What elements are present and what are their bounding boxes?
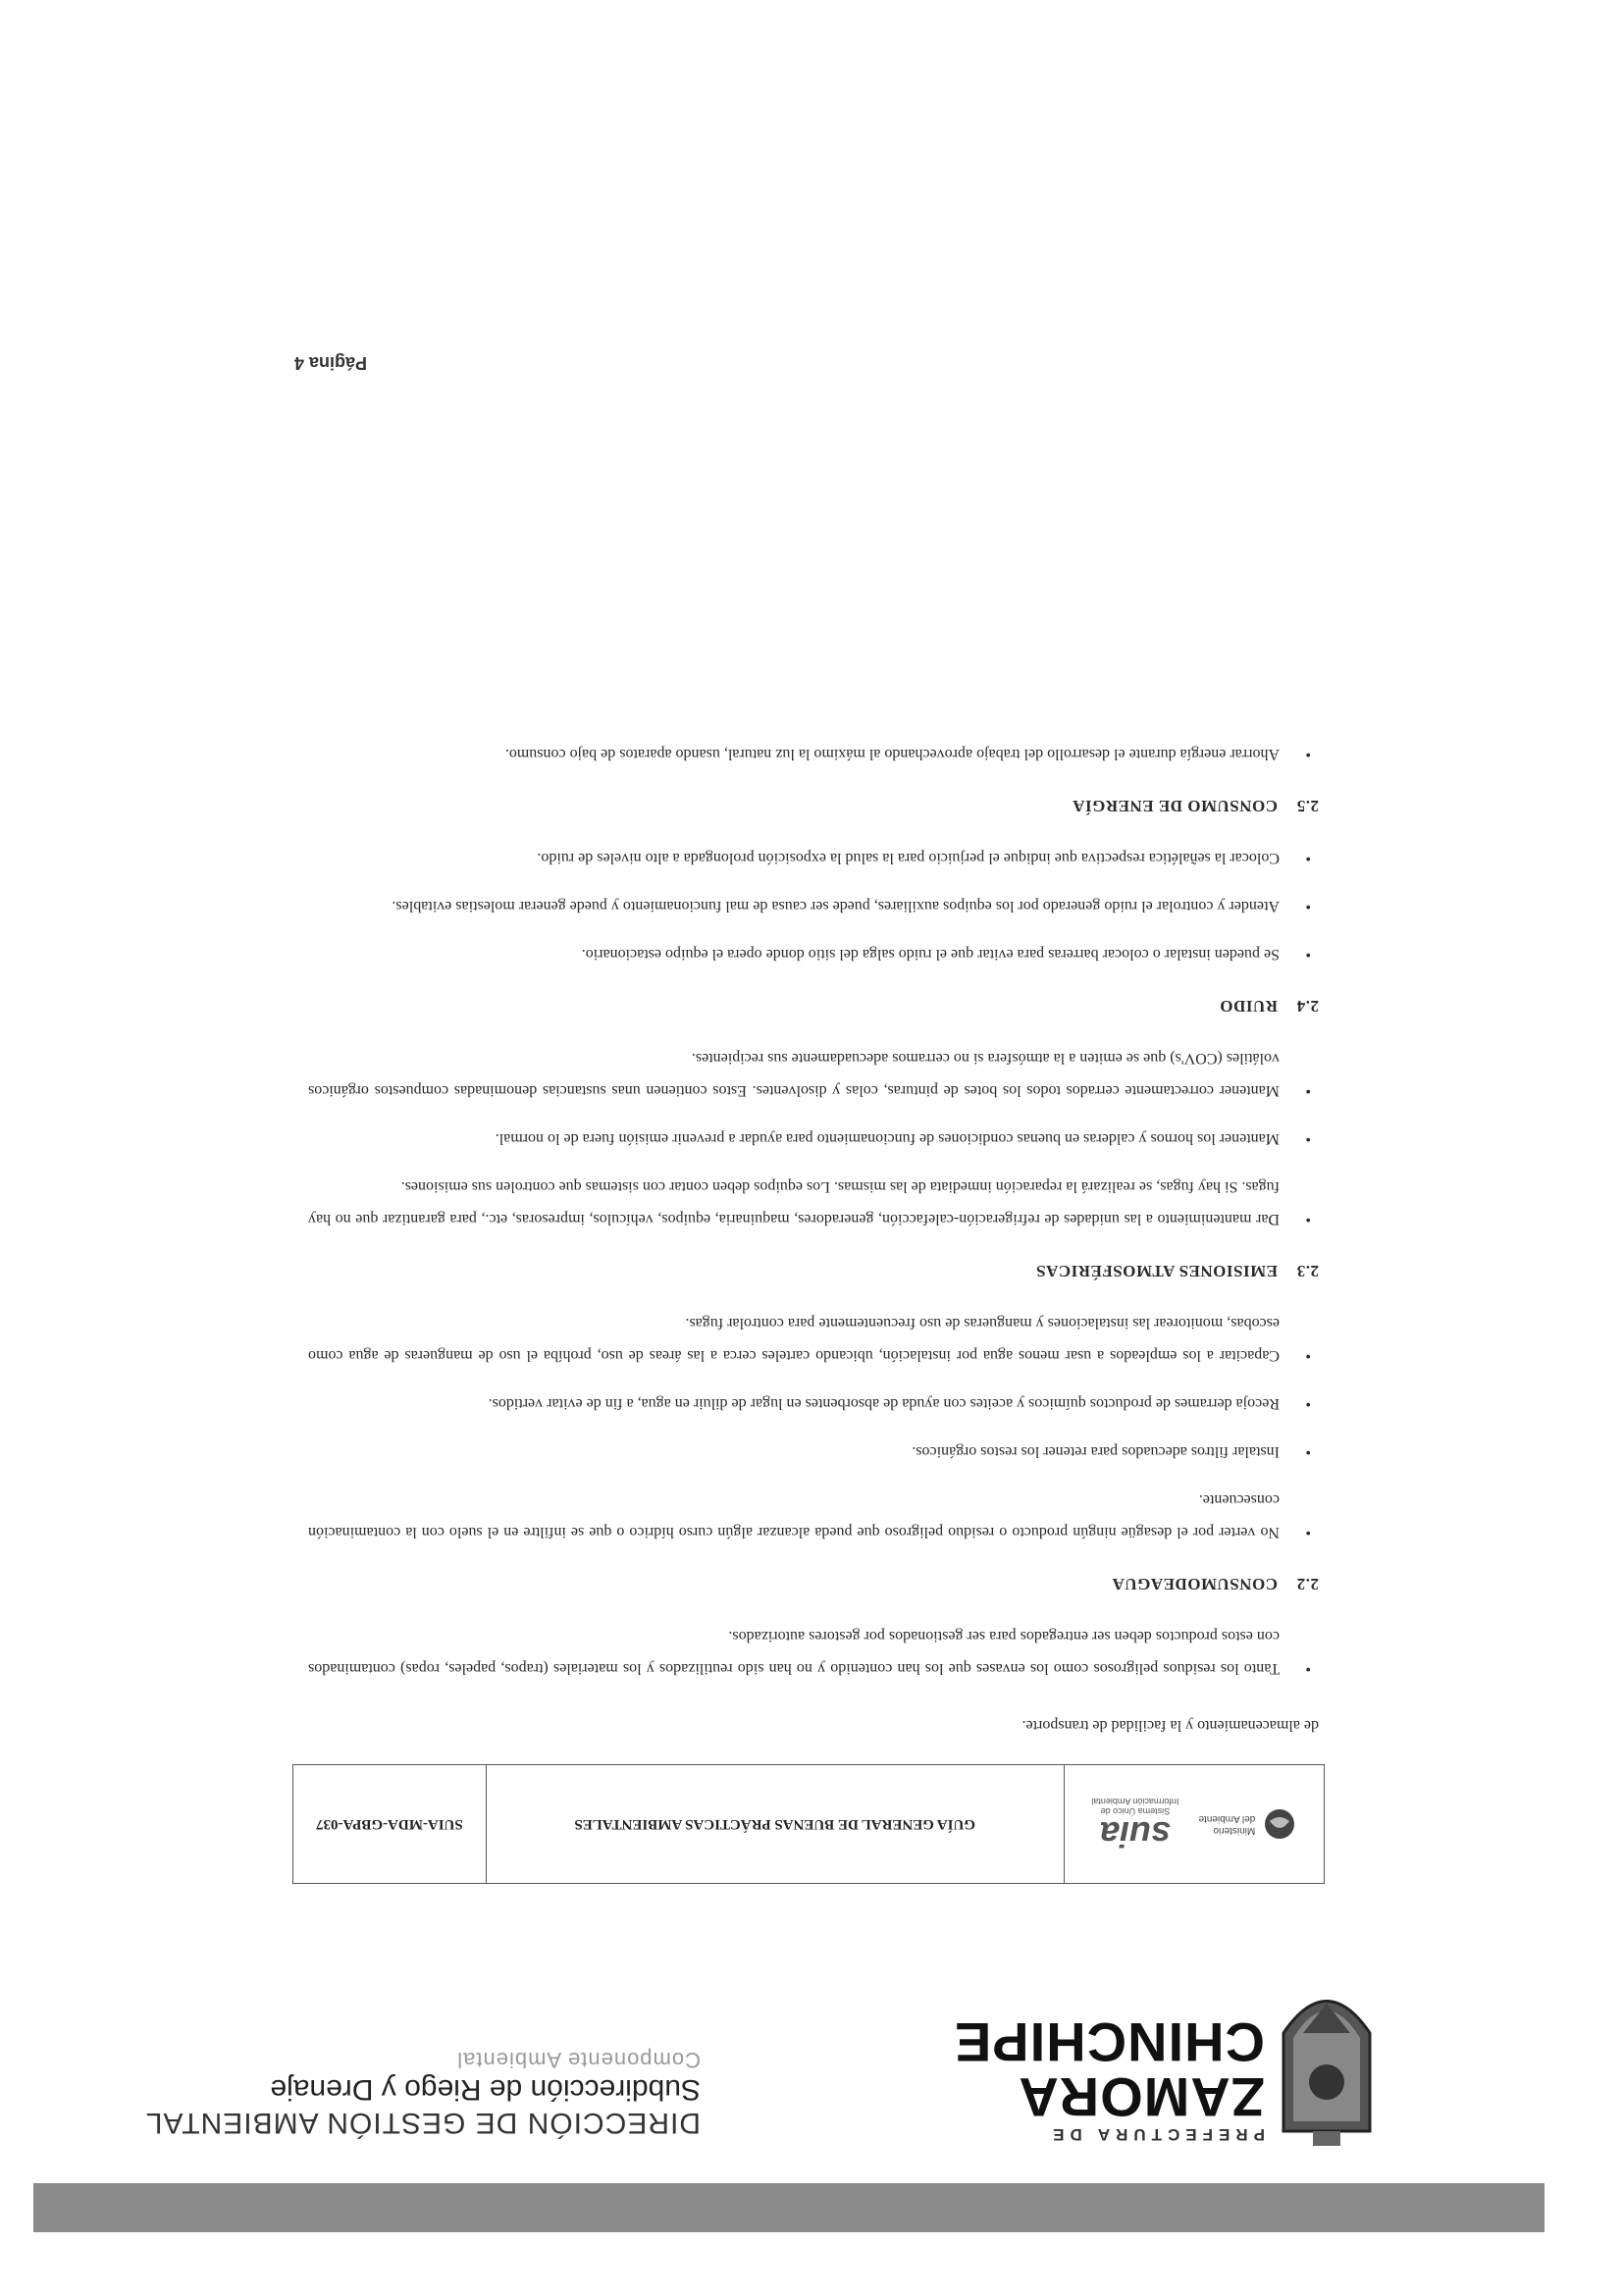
section-bullet-list [308,842,1319,970]
section-title-text: CONSUMO DE ENERGÍA [1072,797,1278,815]
bullet-text: Capacitar a los empleados a usar menos agua por instalación, ubicando carteles cerca a las áreas de uso, prohíba el uso de mangueras de agua como escobas, monitorear las instalaciones y mangueras de uso frecuentemente para controlar fugas. [308,1315,1280,1364]
bullet-item [308,890,1319,922]
section-heading [308,1255,1319,1287]
bullet-text: Dar mantenimiento a las unidades de refrigeración-calefacción, generadores, maquinaria, equipos, vehículos, impresoras, etc., para garantizar que no hay fugas. Si hay fugas, se realizará la reparación inmediata de las mismas. Los equipos deben contar con sistemas que controlen sus emisiones. [308,1178,1280,1227]
section-heading [308,790,1319,822]
bullet-item [308,1435,1319,1468]
ministerio-line1: Ministerio [1213,1825,1256,1836]
bullet-item [308,738,1319,770]
bullet-text: Atender y controlar el ruido generado por los equipos auxiliares, puede ser causa de mal funcionamiento y puede generar molestias evitables. [392,898,1280,914]
bullet-item [308,1387,1319,1420]
bullet-text: Recoja derrames de productos químicos y aceites con ayuda de absorbentes en lugar de diluir en agua, a fin de evitar vertidos. [488,1395,1280,1412]
bullet-icon: • [1305,1211,1311,1227]
logos-cell [1064,1765,1324,1883]
bullet-item [308,1620,1319,1685]
continuation-text: de almacenamiento y la facilidad de transporte. [1021,1717,1319,1734]
section-heading [308,990,1319,1022]
section-title-text: EMISIONES ATMOSFÉRICAS [1035,1262,1278,1280]
section-bullet-list [308,1307,1319,1548]
bullet-icon: • [1305,746,1311,762]
section-number: 2.2 [1296,1575,1319,1593]
prefectura-small: PREFECTURA DE [1047,2125,1265,2144]
section-title-text: RUIDO [1219,997,1278,1016]
bullet-text: Ahorrar energía durante el desarrollo del trabajo aprovechando al máximo la luz natural, usando aparatos de bajo consumo. [504,746,1280,762]
document-title-box [292,1764,1325,1884]
section-number: 2.3 [1296,1262,1319,1280]
bullet-icon: • [1305,898,1311,914]
bullet-icon: • [1305,1395,1311,1412]
sections-container [308,738,1319,1600]
ministerio-line2: del Ambiente [1198,1813,1256,1824]
document-code: SUIA-MDA-GBPA-037 [316,1816,463,1833]
section-bullet-list [308,738,1319,770]
prefectura-chinchipe: CHINCHIPE [953,2011,1265,2073]
bullet-item [308,1484,1319,1548]
bullet-icon: • [1305,1660,1311,1677]
guide-title: GUÍA GENERAL DE BUENAS PRÁCTICAS AMBIENTALES [486,1765,1064,1883]
section-number: 2.4 [1296,997,1319,1016]
bullet-icon: • [1305,1347,1311,1364]
subdireccion-title: Subdirección de Riego y Drenaje [270,2073,701,2106]
bullet-icon: • [1305,946,1311,963]
bullet-icon: • [1305,850,1311,866]
bullet-text: Instalar filtros adecuados para retener los restos orgánicos. [912,1443,1280,1460]
suia-logo [1091,1797,1178,1852]
bullet-item [308,842,1319,874]
bullet-text: Mantener correctamente cerrados todos los botes de pinturas, colas y disolventes. Estos contienen unas sustancias denominadas compuestos orgánicos volátiles (COV's) que se emiten a la atmósfera si no cerramos adecuadamente sus recipientes. [308,1050,1280,1099]
bullet-item [308,1042,1319,1107]
bullet-item [308,1307,1319,1372]
bullet-item [308,1171,1319,1235]
page-number: Página 4 [293,353,367,373]
prefectura-logo-text [755,2011,1383,2144]
header-band [33,2183,1544,2232]
prefectura-zamora: ZAMORA [1018,2066,1265,2128]
document-body [308,722,1319,1742]
section-number: 2.5 [1296,797,1319,815]
suia-wordmark: suia [1099,1814,1171,1854]
suia-line1: Sistema Único de [1100,1806,1171,1816]
intro-bullet-list [308,1620,1319,1685]
bullet-item [308,1122,1319,1155]
ministerio-seal-icon [1263,1807,1296,1841]
bullet-icon: • [1305,1524,1311,1540]
bullet-icon: • [1305,1082,1311,1099]
ministerio-logo [1198,1807,1296,1841]
section-title-text: CONSUMODEAGUA [1112,1575,1278,1593]
bullet-text: Tanto los residuos peligrosos como los envases que los han contenido y no han sido reutilizados y los materiales (trapos, papeles, ropas) contaminados con estos productos deben ser entregados para ser gestionados por gestores autorizados. [308,1628,1280,1677]
bullet-icon: • [1305,1130,1311,1147]
direccion-block [112,2047,701,2139]
suia-line2: Información Ambiental [1091,1797,1179,1806]
componente-title: Componente Ambiental [456,2048,701,2072]
direccion-title: DIRECCIÓN DE GESTIÓN AMBIENTAL [144,2107,701,2139]
section-bullet-list [308,1042,1319,1235]
bullet-icon: • [1305,1443,1311,1460]
bullet-text: Se pueden instalar o colocar barreras para evitar que el ruido salga del sitio donde opera el equipo estacionario. [581,946,1280,963]
section-heading [308,1568,1319,1600]
bullet-text: No verter por el desagüe ningún producto o residuo peligroso que pueda alcanzar algún curso hídrico o que se infiltre en el suelo con la contaminación consecuente. [308,1491,1280,1540]
bullet-text: Colocar la señalética respectiva que indique el perjuicio para la salud la exposición prolongada a alto niveles de ruido. [537,850,1280,866]
bullet-item [308,938,1319,970]
bullet-text: Mantener los hornos y calderas en buenas condiciones de funcionamiento para ayudar a prevenir emisión fuera de lo normal. [495,1130,1280,1147]
